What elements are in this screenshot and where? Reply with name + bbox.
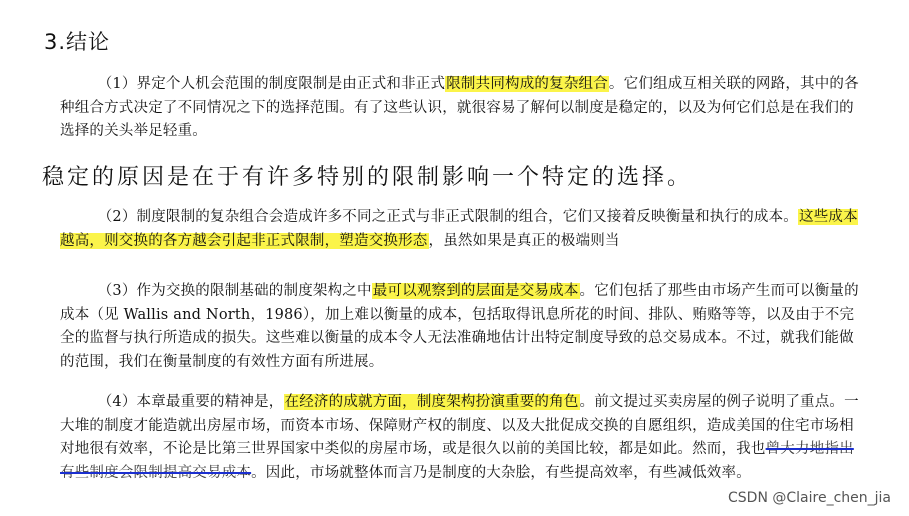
paragraph-4 [60,391,860,485]
p4-highlight: 在经济的成就方面，制度架构扮演重要的角色 [284,394,579,410]
paragraph-2 [60,206,860,253]
p3-highlight: 最可以观察到的层面是交易成本 [372,283,579,299]
p2-text-a: （2）制度限制的复杂组合会造成许多不同之正式与非正式限制的组合，它们又接着反映衡量和执行的成本。 [97,209,799,225]
p3-text-b: 。它们包括了那些由市场产生而可以衡量的成本（见 Wallis and North，1986），加上难以衡量的成本，包括取得讯息所花的时间、排队、贿赂等等，以及由于不完全的监督与执行所造成的损失。这些难以衡量的成本令人无法准确地估计出特定制度导致的总交易成本。不过，就我们能做的范围，我们在衡量制度的有效性方面有所进展。 [60,283,859,370]
p1-text-b: 。它们组成互相关联的网路，其中的各种组合方式决定了不同情况之下的选择范围。有了这些认识，就很容易了解何以制度是稳定的，以及为何它们总是在我们的选择的关头举足轻重。 [60,76,859,139]
section-heading: 3.结论 [44,30,111,54]
p4-text-b: 。前文提过买卖房屋的例子说明了重点。一大堆的制度才能造就出房屋市场，而资本市场、保障财产权的制度、以及大批促成交换的自愿组织，造成美国的住宅市场相对地很有效率，不论是比第三世界国家中类似的房屋市场，或是很久以前的美国比较，都是如此。然而，我也 [60,394,859,457]
watermark: CSDN @Claire_chen_jia [728,490,891,506]
p4-text-c: 。因此，市场就整体而言乃是制度的大杂脍，有些提高效率，有些减低效率。 [251,464,751,481]
handwritten-note: 稳定的原因是在于有许多特别的限制影响一个特定的选择。 [42,165,693,190]
p2-highlight: 这些成本越高，则交换的各方越会引起非正式限制，塑造交换形态 [60,209,858,249]
p1-text-a: （1）界定个人机会范围的制度限制是由正式和非正式 [97,76,446,92]
p4-strikethrough: 曾大力地指出有些制度会限制提高交易成本 [60,441,854,481]
p3-text-a: （3）作为交换的限制基础的制度架构之中 [97,283,372,299]
p2-text-b: ，虽然如果是真正的极端则当 [428,232,620,249]
paragraph-1 [60,73,860,144]
p4-text-a: （4）本章最重要的精神是， [97,394,284,410]
paragraph-3 [60,280,860,374]
p1-highlight: 限制共同构成的复杂组合 [446,76,608,92]
